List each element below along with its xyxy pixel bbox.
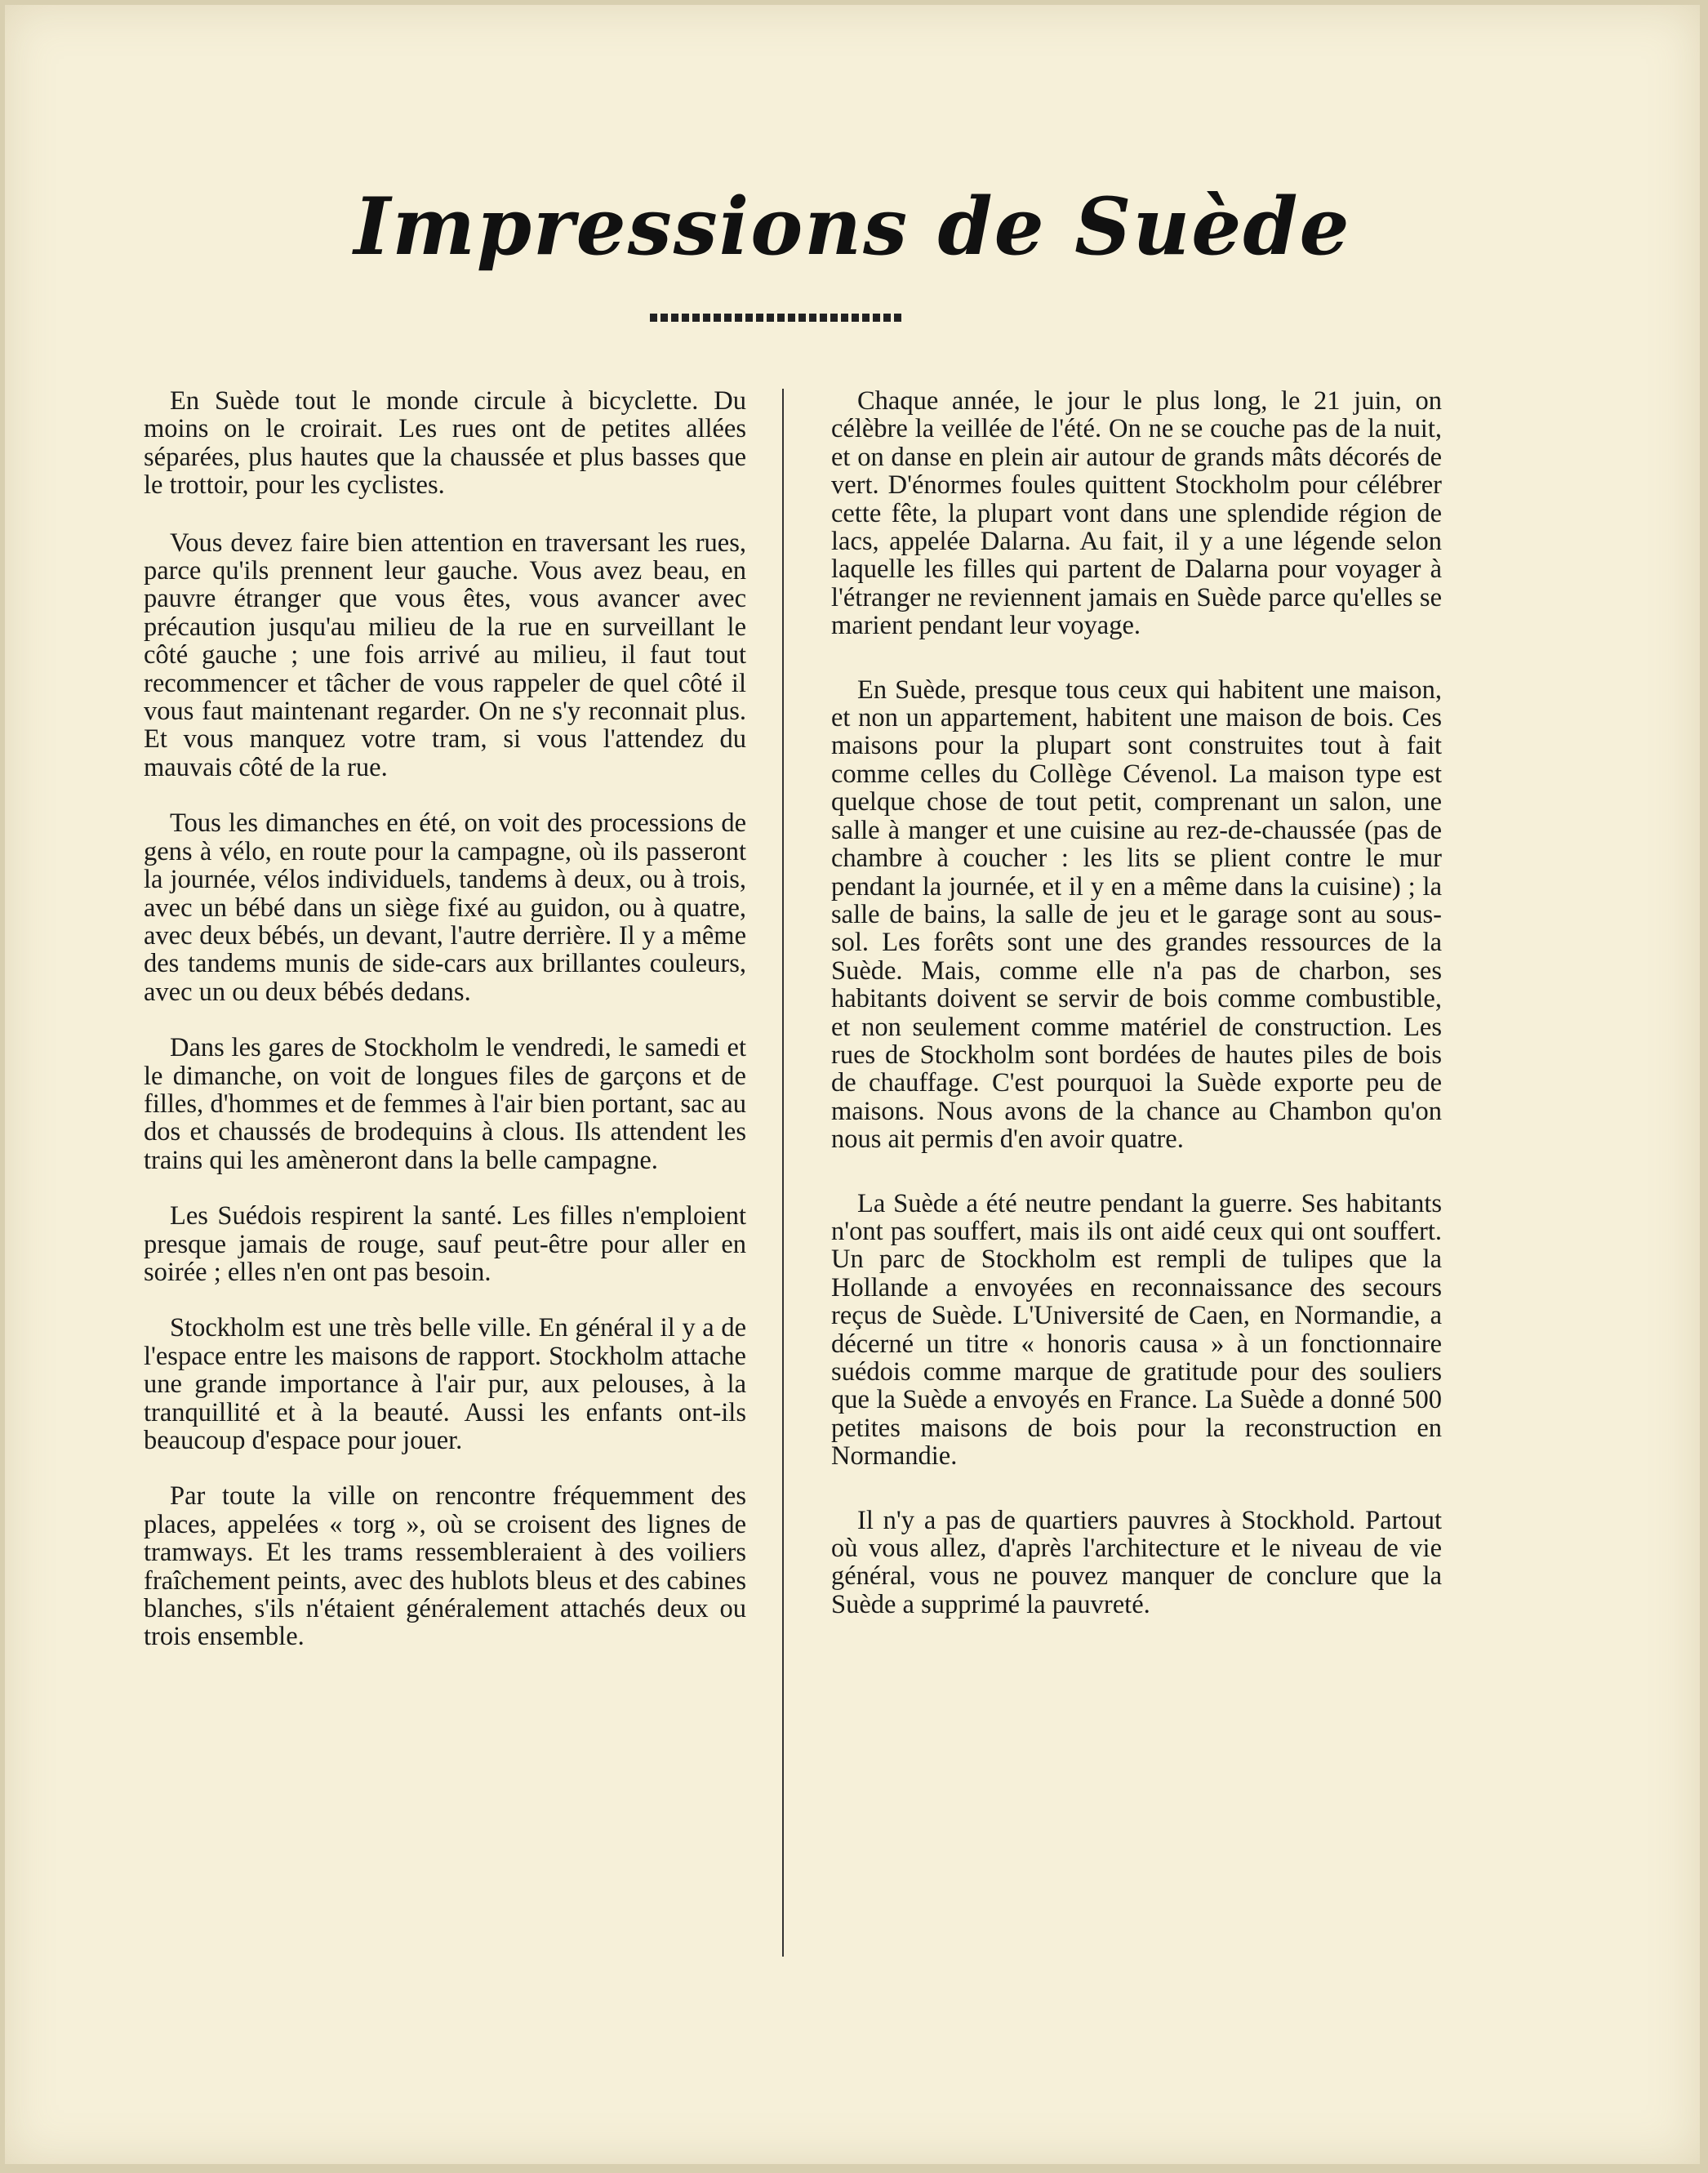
paragraph-traffic: Vous devez faire bien attention en traversant les rues, parce qu'ils prennent leur gauche. Vous avez beau, en pauvre étranger que vous êtes, vous avancer avec précaution jusqu'au milieu de la rue en surveillant le côté gauche ; une fois arrivé au milieu, il faut tout recommencer et tâcher de vous rappeler de quel côté il vous faut maintenant regarder. On ne s'y reconnait plus. Et vous manquez votre tram, si vous l'attendez du mauvais côté de la rue. — [144, 528, 746, 782]
left-column — [144, 387, 746, 1651]
paragraph-health: Les Suédois respirent la santé. Les filles n'emploient presque jamais de rouge, sauf peut-être pour aller en soirée ; elles n'en ont pas besoin. — [144, 1201, 746, 1287]
magazine-page — [5, 5, 1700, 2164]
column-divider — [782, 389, 784, 1957]
paragraph-midsummer: Chaque année, le jour le plus long, le 21 juin, on célèbre la veillée de l'été. On ne se couche pas de la nuit, et on danse en plein air autour de grands mâts décorés de vert. D'énormes foules quittent Stockholm pour célébrer cette fête, la plupart vont dans une splendide région de lacs, appelée Dalarna. Au fait, il y a une légende selon laquelle les filles qui partent de Dalarna pour voyager à l'étranger ne reviennent jamais en Suède parce qu'elles se marient pendant leur voyage. — [831, 386, 1442, 641]
paragraph-bicycles: En Suède tout le monde circule à bicyclette. Du moins on le croirait. Les rues ont de petites allées séparées, plus hautes que la chaussée et plus basses que le trottoir, pour les cyclistes. — [144, 386, 746, 501]
paragraph-poverty: Il n'y a pas de quartiers pauvres à Stockhold. Partout où vous allez, d'après l'architecture et le niveau de vie général, vous ne pouvez manquer de conclure que la Suède a supprimé la pauvreté. — [831, 1505, 1442, 1619]
paragraph-wooden-houses: En Suède, presque tous ceux qui habitent une maison, et non un appartement, habitent une maison de bois. Ces maisons pour la plupart sont construites tout à fait comme celles du Collège Cévenol. La maison type est quelque chose de tout petit, comprenant un salon, une salle à manger et une cuisine au rez-de-chaussée (pas de chambre à coucher : les lits se plient contre le mur pendant la journée, et il y en a même dans la cuisine) ; la salle de bains, la salle de jeu et le garage sont au sous-sol. Les forêts sont une des grandes ressources de la Suède. Mais, comme elle n'a pas de charbon, ses habitants doivent se servir de bois comme combustible, et non seulement comme matériel de construction. Les rues de Stockholm sont bordées de hautes piles de bois de chauffage. C'est pourquoi la Suède exporte peu de maisons. Nous avons de la chance au Chambon qu'on nous ait permis d'en avoir quatre. — [831, 675, 1442, 1155]
paragraph-sundays: Tous les dimanches en été, on voit des processions de gens à vélo, en route pour la campagne, où ils passeront la journée, vélos individuels, tandems à deux, ou à trois, avec un bébé dans un siège fixé au guidon, ou à quatre, avec deux bébés, un devant, l'autre derrière. Il y a même des tandems munis de side-cars aux brillantes couleurs, avec un ou deux bébés dedans. — [144, 808, 746, 1007]
right-column — [831, 387, 1442, 1619]
paragraph-trams: Par toute la ville on rencontre fréquemment des places, appelées « torg », où se croisent des lignes de tramways. Et les trams ressembleraient à des voiliers fraîchement peints, avec des hublots bleus et des cabines blanches, s'ils n'étaient généralement attachés deux ou trois ensemble. — [144, 1481, 746, 1652]
article-title: Impressions de Suède — [354, 180, 1351, 273]
title-ornament-rule — [650, 314, 903, 322]
paragraph-stockholm: Stockholm est une très belle ville. En général il y a de l'espace entre les maisons de rapport. Stockholm attache une grande importance à l'air pur, aux pelouses, à la tranquillité et à la beauté. Aussi les enfants ont-ils beaucoup d'espace pour jouer. — [144, 1313, 746, 1455]
paragraph-stations: Dans les gares de Stockholm le vendredi, le samedi et le dimanche, on voit de longues files de garçons et de filles, d'hommes et de femmes à l'air bien portant, sac au dos et chaussés de brodequins à clous. Ils attendent les trains qui les amèneront dans la belle campagne. — [144, 1033, 746, 1175]
paragraph-neutrality: La Suède a été neutre pendant la guerre. Ses habitants n'ont pas souffert, mais ils ont aidé ceux qui ont souffert. Un parc de Stockholm est rempli de tulipes que la Hollande a envoyées en reconnaissance des secours reçus de Suède. L'Université de Caen, en Normandie, a décerné un titre « honoris causa » à un fonctionnaire suédois comme marque de gratitude pour des souliers que la Suède a envoyés en France. La Suède a donné 500 petites maisons de bois pour la reconstruction en Normandie. — [831, 1188, 1442, 1472]
